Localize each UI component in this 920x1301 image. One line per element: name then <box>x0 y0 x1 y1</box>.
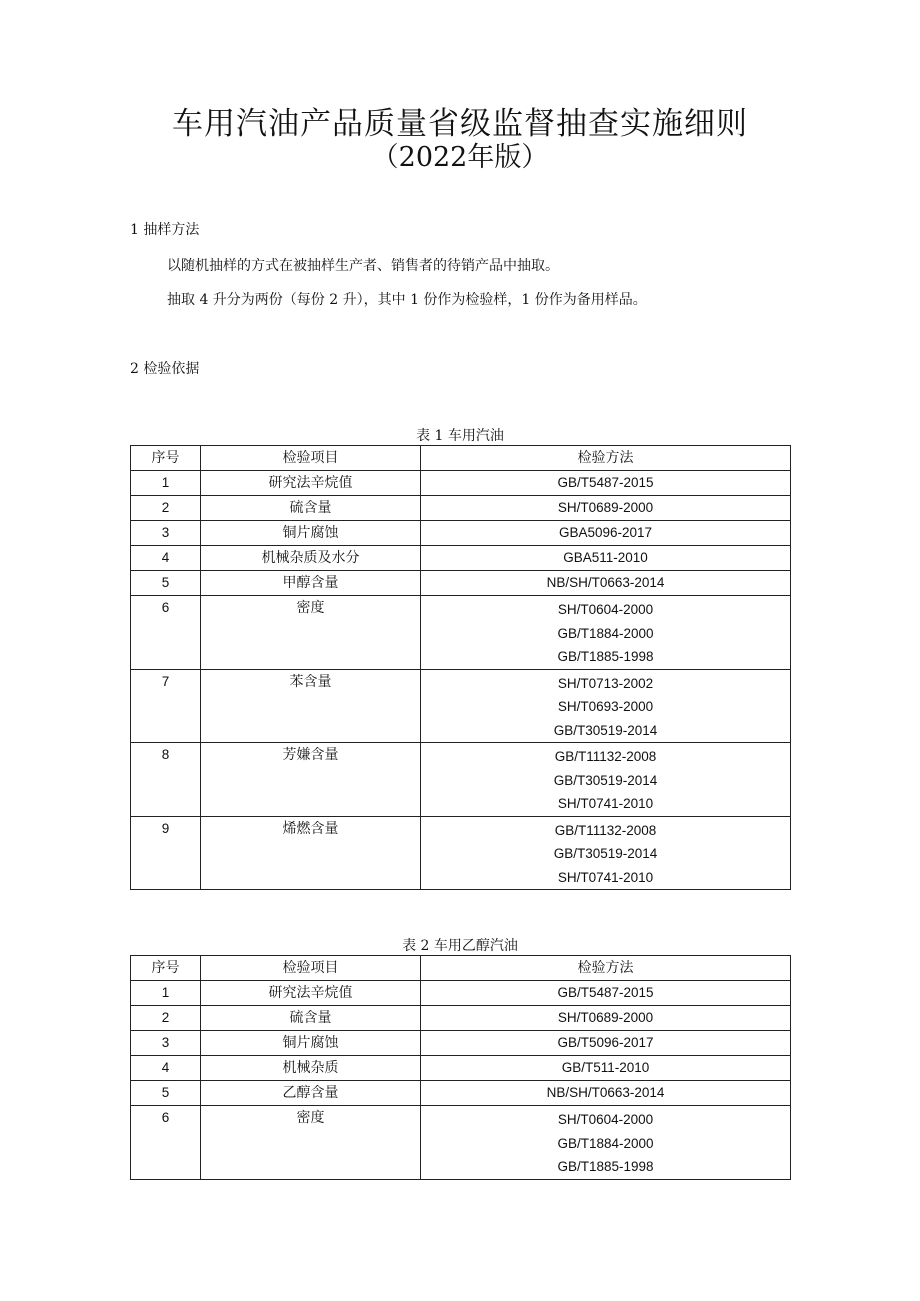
table1-header-item: 检验项目 <box>201 446 421 471</box>
method-standard: GB/T11132-2008 <box>554 822 657 838</box>
inspection-item: 密度 <box>201 1106 421 1180</box>
row-number: 2 <box>131 496 201 521</box>
table2-header-no: 序号 <box>131 956 201 981</box>
inspection-item: 机械杂质 <box>201 1056 421 1081</box>
table2-header-item: 检验项目 <box>201 956 421 981</box>
inspection-method <box>421 816 791 890</box>
inspection-item: 铜片腐蚀 <box>201 1031 421 1056</box>
table-row <box>131 1106 791 1180</box>
section1-paragraph-2: 抽取 4 升分为两份（每份 2 升），其中 1 份作为检验样，1 份作为备用样品。 <box>167 292 647 308</box>
row-number: 4 <box>131 546 201 571</box>
inspection-item: 硫含量 <box>201 1006 421 1031</box>
row-number: 1 <box>131 981 201 1006</box>
document-title: 车用汽油产品质量省级监督抽查实施细则 <box>172 106 748 142</box>
method-standard: GB/T30519-2014 <box>553 846 658 861</box>
method-standard: GB/T1884-2000 <box>557 625 654 641</box>
row-number: 3 <box>131 521 201 546</box>
table-row <box>131 669 791 743</box>
inspection-item: 硫含量 <box>201 496 421 521</box>
inspection-method: GBA5096-2017 <box>421 521 791 546</box>
table-row <box>131 1031 791 1056</box>
inspection-method: GB/T5487-2015 <box>421 471 791 496</box>
section1-paragraph-1: 以随机抽样的方式在被抽样生产者、销售者的待销产品中抽取。 <box>167 258 559 274</box>
inspection-item: 乙醇含量 <box>201 1081 421 1106</box>
method-standard: SH/T0693-2000 <box>557 699 654 714</box>
table1-header-method: 检验方法 <box>421 446 791 471</box>
inspection-item: 苯含量 <box>201 669 421 743</box>
method-standard: GB/T11132-2008 <box>554 749 657 764</box>
table-row <box>131 471 791 496</box>
table2-caption: 表 2 车用乙醇汽油 <box>402 938 518 954</box>
table1-caption: 表 1 车用汽油 <box>416 428 504 444</box>
method-standard: SH/T0604-2000 <box>557 602 654 617</box>
table2-ethanol-gasoline <box>130 955 791 1180</box>
table-row <box>131 1056 791 1081</box>
row-number: 6 <box>131 596 201 670</box>
method-standard: SH/T0741-2010 <box>557 796 654 811</box>
inspection-method: GB/T5487-2015 <box>421 981 791 1006</box>
table-row <box>131 743 791 817</box>
inspection-item: 铜片腐蚀 <box>201 521 421 546</box>
row-number: 2 <box>131 1006 201 1031</box>
table-row <box>131 546 791 571</box>
document-subtitle: （2022年版） <box>371 142 549 173</box>
inspection-item: 研究法辛烷值 <box>201 981 421 1006</box>
inspection-method <box>421 669 791 743</box>
row-number: 7 <box>131 669 201 743</box>
row-number: 6 <box>131 1106 201 1180</box>
row-number: 4 <box>131 1056 201 1081</box>
inspection-method: SH/T0689-2000 <box>421 1006 791 1031</box>
inspection-item: 研究法辛烷值 <box>201 471 421 496</box>
inspection-method: NB/SH/T0663-2014 <box>421 1081 791 1106</box>
row-number: 5 <box>131 571 201 596</box>
table-row <box>131 816 791 890</box>
inspection-method: NB/SH/T0663-2014 <box>421 571 791 596</box>
inspection-item: 烯燃含量 <box>201 816 421 890</box>
row-number: 8 <box>131 743 201 817</box>
table-row <box>131 596 791 670</box>
inspection-method <box>421 1106 791 1180</box>
table1-header-row <box>131 446 791 471</box>
table2-header-method: 检验方法 <box>421 956 791 981</box>
inspection-item: 芳嫌含量 <box>201 743 421 817</box>
table-row <box>131 981 791 1006</box>
table-row <box>131 496 791 521</box>
inspection-method <box>421 743 791 817</box>
method-standard: SH/T0604-2000 <box>557 1112 654 1127</box>
inspection-method: GB/T511-2010 <box>421 1056 791 1081</box>
inspection-method <box>421 596 791 670</box>
method-standard: GB/T30519-2014 <box>553 772 658 788</box>
method-standard: GB/T1884-2000 <box>557 1135 654 1151</box>
method-standard: SH/T0713-2002 <box>557 675 654 691</box>
inspection-item: 密度 <box>201 596 421 670</box>
table1-header-no: 序号 <box>131 446 201 471</box>
method-standard: SH/T0741-2010 <box>557 869 654 885</box>
row-number: 3 <box>131 1031 201 1056</box>
inspection-item: 机械杂质及水分 <box>201 546 421 571</box>
table-row <box>131 1081 791 1106</box>
inspection-method: SH/T0689-2000 <box>421 496 791 521</box>
table-row <box>131 571 791 596</box>
method-standard: GB/T1885-1998 <box>557 649 654 664</box>
section2-heading: 2 检验依据 <box>130 361 200 377</box>
row-number: 1 <box>131 471 201 496</box>
table2-header-row <box>131 956 791 981</box>
method-standard: GB/T30519-2014 <box>553 722 658 738</box>
inspection-item: 甲醇含量 <box>201 571 421 596</box>
table1-gasoline <box>130 445 791 890</box>
inspection-method: GBA511-2010 <box>421 546 791 571</box>
inspection-method: GB/T5096-2017 <box>421 1031 791 1056</box>
table-row <box>131 1006 791 1031</box>
row-number: 5 <box>131 1081 201 1106</box>
row-number: 9 <box>131 816 201 890</box>
method-standard: GB/T1885-1998 <box>557 1159 654 1174</box>
section1-heading: 1 抽样方法 <box>130 222 200 238</box>
table-row <box>131 521 791 546</box>
